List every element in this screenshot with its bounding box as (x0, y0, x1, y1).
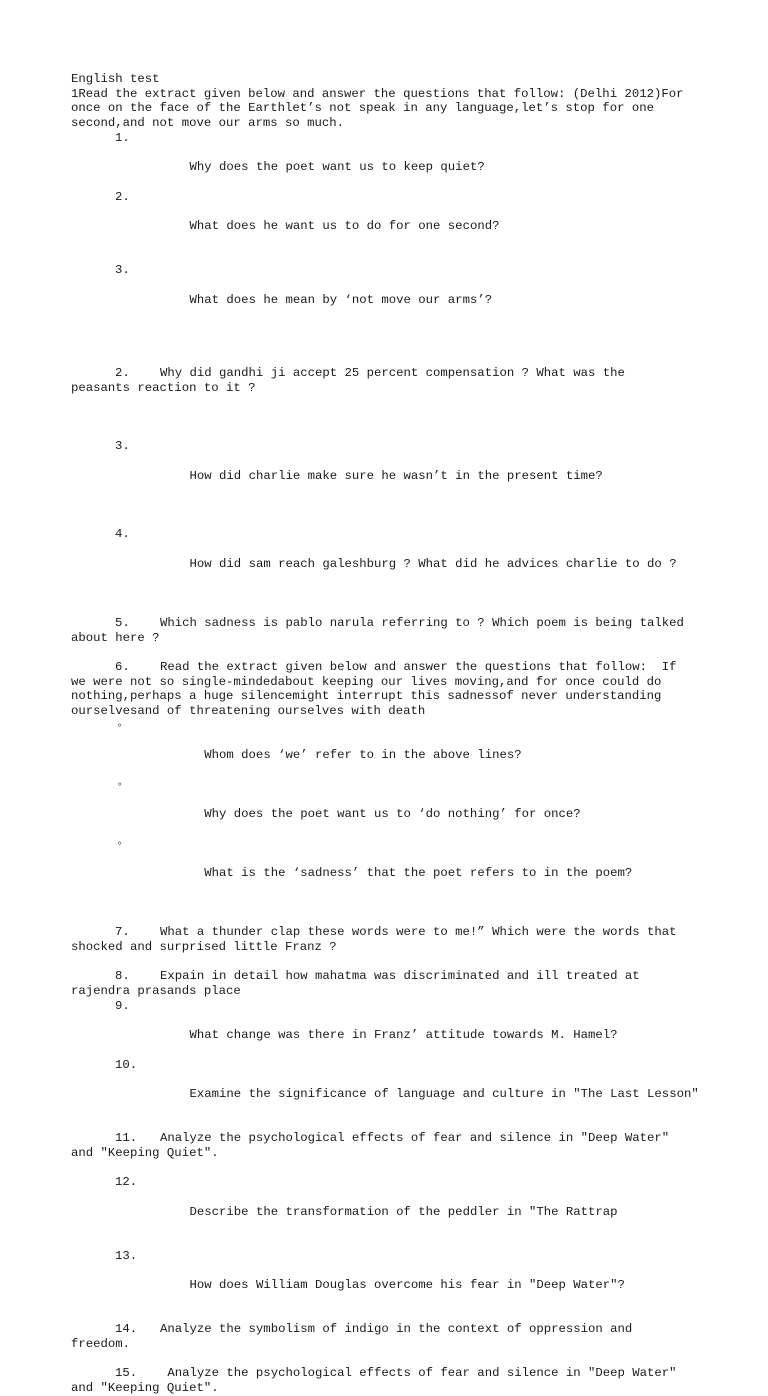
question-text-line-1: Analyze the symbolism of indigo in the context of oppression and (160, 1322, 633, 1337)
question-number: 4. (115, 527, 130, 542)
bullet-text: Why does the poet want us to ‘do nothing’ for once? (204, 807, 581, 822)
question-11 (71, 1131, 711, 1160)
bullet-marker: ◦ (116, 718, 124, 733)
question-1-intro-line-2: once on the face of the Earthlet’s not speak in any language,let’s stop for one (71, 101, 654, 116)
question-text-line-2: we were not so single-mindedabout keeping our lives moving,and for once could do (71, 674, 662, 689)
question-8 (71, 969, 711, 998)
question-text-line-2: rajendra prasands place (71, 984, 241, 999)
bullet-text: What is the ‘sadness’ that the poet refers to in the poem? (204, 865, 633, 880)
question-number: 12. (115, 1175, 138, 1190)
question-text-line-1: Examine the significance of language and culture in "The Last Lesson" (189, 1087, 699, 1102)
question-6-bullet-1 (71, 719, 711, 778)
sub-number: 1. (115, 130, 130, 145)
question-number: 13. (115, 1248, 138, 1263)
question-9 (71, 999, 711, 1058)
question-text-line-1: What a thunder clap these words were to me!” Which were the words that (160, 925, 677, 940)
question-text-line-2: and "Keeping Quiet". (71, 1145, 219, 1160)
question-4 (71, 527, 711, 586)
sub-text: What does he mean by ‘not move our arms’? (189, 292, 493, 307)
question-3 (71, 439, 711, 498)
question-5 (71, 616, 711, 645)
question-text-line-1: Expain in detail how mahatma was discriminated and ill treated at (160, 969, 640, 984)
sub-text: Why does the poet want us to keep quiet? (189, 160, 485, 175)
question-13 (71, 1249, 711, 1308)
question-14 (71, 1322, 711, 1351)
sub-number: 3. (115, 263, 130, 278)
question-text-line-1: Why did gandhi ji accept 25 percent compensation ? What was the (160, 365, 625, 380)
question-text-line-1: What change was there in Franz’ attitude towards M. Hamel? (189, 1028, 618, 1043)
sub-text: What does he want us to do for one second? (189, 219, 500, 234)
question-number: 9. (115, 998, 130, 1013)
question-1-intro-line-1: 1Read the extract given below and answer the questions that follow: (Delhi 2012)For (71, 86, 684, 101)
question-number: 5. (115, 615, 130, 630)
question-1-sub-2 (71, 190, 711, 249)
question-text-line-1: How did charlie make sure he wasn’t in the present time? (189, 468, 603, 483)
question-7 (71, 925, 711, 954)
question-number: 7. (115, 925, 130, 940)
bullet-marker: ◦ (116, 777, 124, 792)
question-12 (71, 1175, 711, 1234)
question-text-line-1: Analyze the psychological effects of fear and silence in "Deep Water" (160, 1366, 677, 1381)
question-10 (71, 1058, 711, 1117)
document-page (71, 72, 711, 1396)
document-title: English test (71, 72, 160, 86)
question-1-sub-1 (71, 131, 711, 190)
question-1-sub-3 (71, 263, 711, 322)
question-1-intro-line-3: second,and not move our arms so much. (71, 116, 345, 131)
question-text-line-2: and "Keeping Quiet". (71, 1381, 219, 1396)
question-text-line-2: freedom. (71, 1336, 131, 1351)
question-text-line-2: peasants reaction to it ? (71, 380, 256, 395)
question-6-bullet-3 (71, 837, 711, 896)
question-text-line-2: about here ? (71, 630, 160, 645)
question-15 (71, 1366, 711, 1395)
bullet-marker: ◦ (116, 836, 124, 851)
question-text-line-1: How did sam reach galeshburg ? What did he advices charlie to do ? (189, 556, 677, 571)
question-text-line-1: Read the extract given below and answer the questions that follow: If (160, 660, 677, 675)
question-2 (71, 366, 711, 395)
question-number: 3. (115, 439, 130, 454)
question-text-line-2: shocked and surprised little Franz ? (71, 940, 337, 955)
question-6-bullet-2 (71, 778, 711, 837)
question-number: 8. (115, 969, 130, 984)
question-text-line-3: nothing,perhaps a huge silencemight interrupt this sadnessof never understanding (71, 689, 662, 704)
question-text-line-1: Which sadness is pablo narula referring to ? Which poem is being talked (160, 615, 684, 630)
question-number: 6. (115, 660, 130, 675)
question-text-line-1: Analyze the psychological effects of fear and silence in "Deep Water" (160, 1131, 670, 1146)
question-6 (71, 660, 711, 895)
question-text-line-4: ourselvesand of threatening ourselves with death (71, 704, 426, 719)
question-text-line-1: Describe the transformation of the peddler in "The Rattrap (189, 1204, 618, 1219)
question-number: 10. (115, 1057, 138, 1072)
question-number: 2. (115, 365, 130, 380)
question-number: 11. (115, 1131, 138, 1146)
question-number: 15. (115, 1366, 138, 1381)
bullet-text: Whom does ‘we’ refer to in the above lines? (204, 748, 522, 763)
question-number: 14. (115, 1322, 138, 1337)
sub-number: 2. (115, 189, 130, 204)
question-text-line-1: How does William Douglas overcome his fear in "Deep Water"? (189, 1278, 625, 1293)
